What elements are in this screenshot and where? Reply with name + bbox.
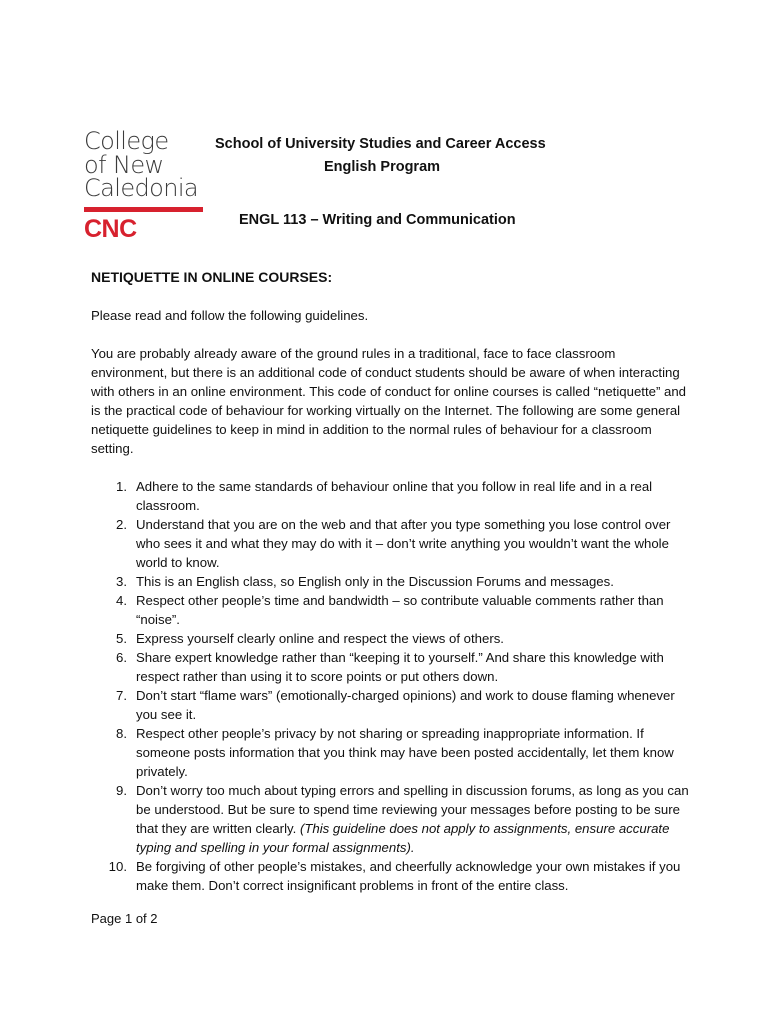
guideline-text: Respect other people’s privacy by not sharing or spreading inappropriate information. If someone posts information that you think may have been posted accidentally, let them know privately. (136, 726, 674, 779)
guideline-text: Don’t start “flame wars” (emotionally-charged opinions) and work to douse flaming whenever you see it. (136, 688, 675, 722)
cnc-logo (84, 127, 206, 243)
guideline-text: Express yourself clearly online and respect the views of others. (136, 631, 504, 646)
logo-abbreviation: CNC (84, 214, 137, 243)
guideline-number: 5. (116, 631, 127, 646)
guideline-text: Understand that you are on the web and that after you type something you lose control over who sees it and what they may do with it – don’t write anything you wouldn’t want the whole world to know. (136, 517, 671, 570)
intro-paragraph: Please read and follow the following guidelines. (91, 308, 369, 323)
guideline-number: 10. (108, 859, 127, 874)
guideline-list (91, 477, 691, 895)
guideline-number: 9. (116, 783, 127, 798)
guideline-item (91, 857, 691, 895)
logo-line-1: College (84, 127, 169, 155)
guideline-text: Share expert knowledge rather than “keeping it to yourself.” And share this knowledge with respect rather than using it to score points or put others down. (136, 650, 664, 684)
course-title: ENGL 113 – Writing and Communication (239, 212, 516, 228)
document-body (91, 268, 691, 895)
guideline-number: 6. (116, 650, 127, 665)
body-paragraph: You are probably already aware of the ground rules in a traditional, face to face classroom environment, but there is an additional code of conduct students should be aware of when interacting with others in an online environment. This code of conduct for online courses is called “netiquette” and is the practical code of behaviour for working virtually on the Internet. The following are some general netiquette guidelines to keep in mind in addition to the normal rules of behaviour for a classroom setting. (91, 346, 687, 456)
guideline-item (91, 648, 691, 686)
guideline-item (91, 686, 691, 724)
section-title: NETIQUETTE IN ONLINE COURSES: (91, 269, 333, 285)
guideline-number: 1. (116, 479, 127, 494)
guideline-item (91, 591, 691, 629)
program-name: English Program (324, 159, 441, 175)
guideline-number: 3. (116, 574, 127, 589)
logo-line-3: Caledonia (84, 174, 199, 202)
guideline-item (91, 724, 691, 781)
guideline-number: 7. (116, 688, 127, 703)
school-name: School of University Studies and Career Access (215, 136, 546, 152)
guideline-text: Adhere to the same standards of behaviour online that you follow in real life and in a real classroom. (136, 479, 653, 513)
guideline-text: This is an English class, so English only in the Discussion Forums and messages. (136, 574, 614, 589)
page-number: Page 1 of 2 (91, 911, 158, 926)
guideline-item (91, 781, 691, 857)
logo-wordmark (84, 127, 206, 202)
guideline-number: 8. (116, 726, 127, 741)
guideline-text: Don’t worry too much about typing errors and spelling in discussion forums, as long as you can be understood. But be sure to spend time reviewing your messages before posting to be sure that they are written clearly. (136, 783, 689, 836)
guideline-item (91, 477, 691, 515)
logo-red-bar (84, 207, 203, 212)
guideline-number: 4. (116, 593, 127, 608)
logo-line-2: of New (84, 150, 164, 179)
guideline-item (91, 515, 691, 572)
guideline-number: 2. (116, 517, 127, 532)
guideline-text: Respect other people’s time and bandwidth – so contribute valuable comments rather than “noise”. (136, 593, 664, 627)
guideline-text: Be forgiving of other people’s mistakes, and cheerfully acknowledge your own mistakes if you make them. Don’t correct insignificant problems in front of the entire class. (136, 859, 681, 893)
guideline-note: (This guideline does not apply to assignments, ensure accurate typing and spelling in your formal assignments). (136, 821, 670, 855)
guideline-item (91, 629, 691, 648)
guideline-item (91, 572, 691, 591)
